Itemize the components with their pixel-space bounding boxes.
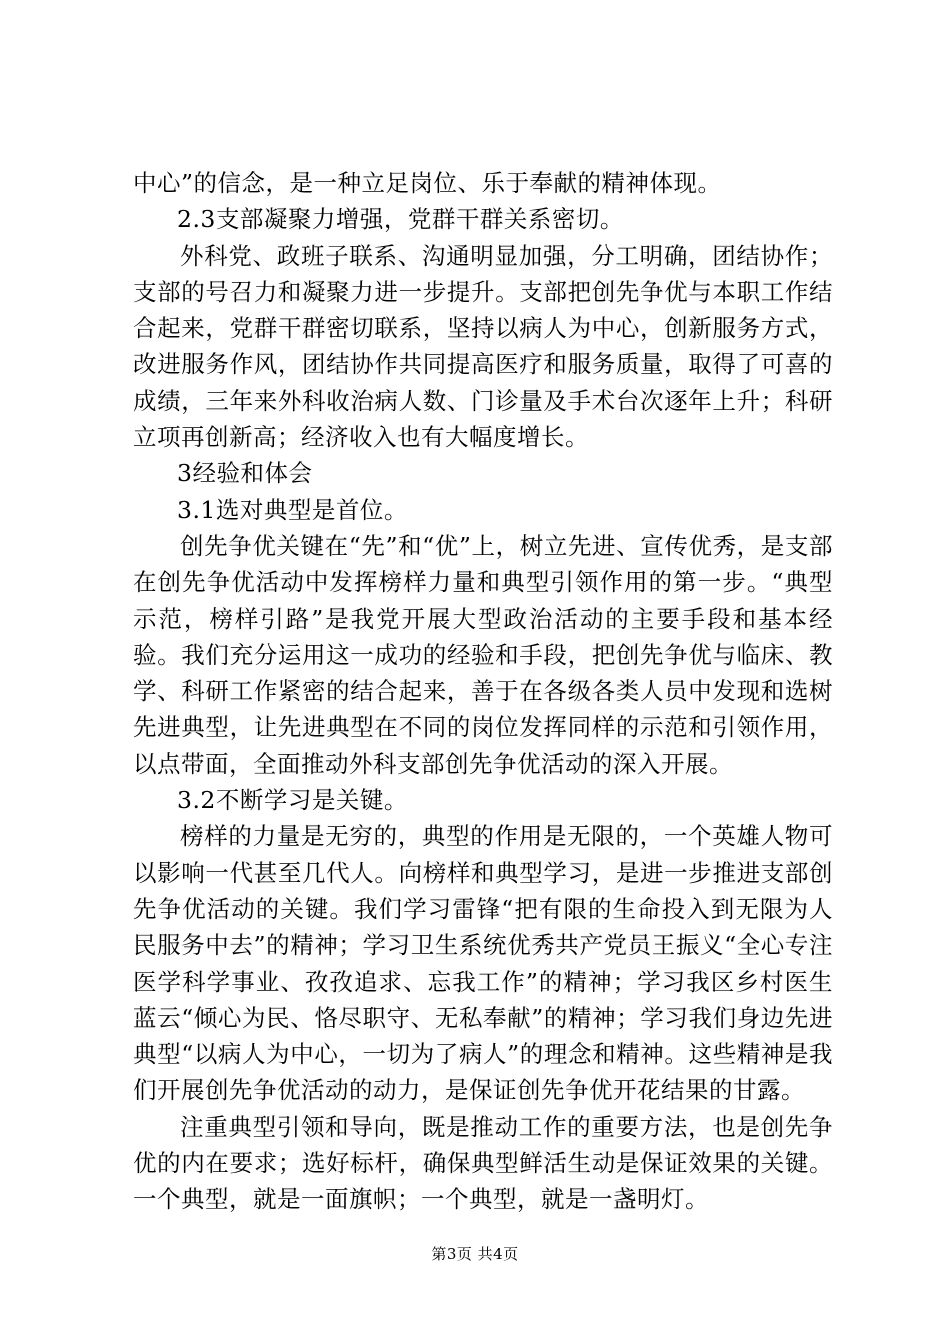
paragraph-continuation: 中心”的信念，是一种立足岗位、乐于奉献的精神体现。 (133, 169, 722, 197)
paragraph-typical-examples: 创先争优关键在“先”和“优”上，树立先进、宣传优秀，是支部在创先争优活动中发挥榜样力量和典型引领作用的第一步。“典型示范，榜样引路”是我党开展大型政治活动的主要手段和基本经验。我们充分运用这一成功的经验和手段，把创先争优与临床、教学、科研工作紧密的结合起来，善于在各级各类人员中发现和选树先进典型，让先进典型在不同的岗位发挥同样的示范和引领作用，以点带面，全面推动外科支部创先争优活动的深入开展。 (133, 531, 833, 778)
paragraph-cohesion: 外科党、政班子联系、沟通明显加强，分工明确，团结协作；支部的号召力和凝聚力进一步提升。支部把创先争优与本职工作结合起来，党群干群密切联系，坚持以病人为中心，创新服务方式，改进服务作风，团结协作共同提高医疗和服务质量，取得了可喜的成绩，三年来外科收治病人数、门诊量及手术台次逐年上升；科研立项再创新高；经济收入也有大幅度增长。 (133, 241, 833, 452)
section-heading-3: 3经验和体会 (177, 459, 313, 488)
paragraph-guidance: 注重典型引领和导向，既是推动工作的重要方法，也是创先争优的内在要求；选好标杆，确保典型鲜活生动是保证效果的关键。一个典型，就是一面旗帜；一个典型，就是一盏明灯。 (133, 1112, 833, 1214)
body-text (133, 165, 833, 1218)
paragraph-learning: 榜样的力量是无穷的，典型的作用是无限的，一个英雄人物可以影响一代甚至几代人。向榜样和典型学习，是进一步推进支部创先争优活动的关键。我们学习雷锋“把有限的生命投入到无限为人民服务中去”的精神；学习卫生系统优秀共产党员王振义“全心专注医学科学事业、孜孜追求、忘我工作”的精神；学习我区乡村医生蓝云“倾心为民、恪尽职守、无私奉献”的精神；学习我们身边先进典型“以病人为中心，一切为了病人”的理念和精神。这些精神是我们开展创先争优活动的动力，是保证创先争优开花结果的甘露。 (133, 822, 833, 1105)
section-heading-3-1: 3.1选对典型是首位。 (177, 495, 408, 524)
section-heading-3-2: 3.2不断学习是关键。 (177, 786, 408, 815)
section-heading-2-3: 2.3支部凝聚力增强，党群干群关系密切。 (177, 205, 624, 234)
page-number-footer: 第3页 共4页 (431, 1245, 519, 1263)
